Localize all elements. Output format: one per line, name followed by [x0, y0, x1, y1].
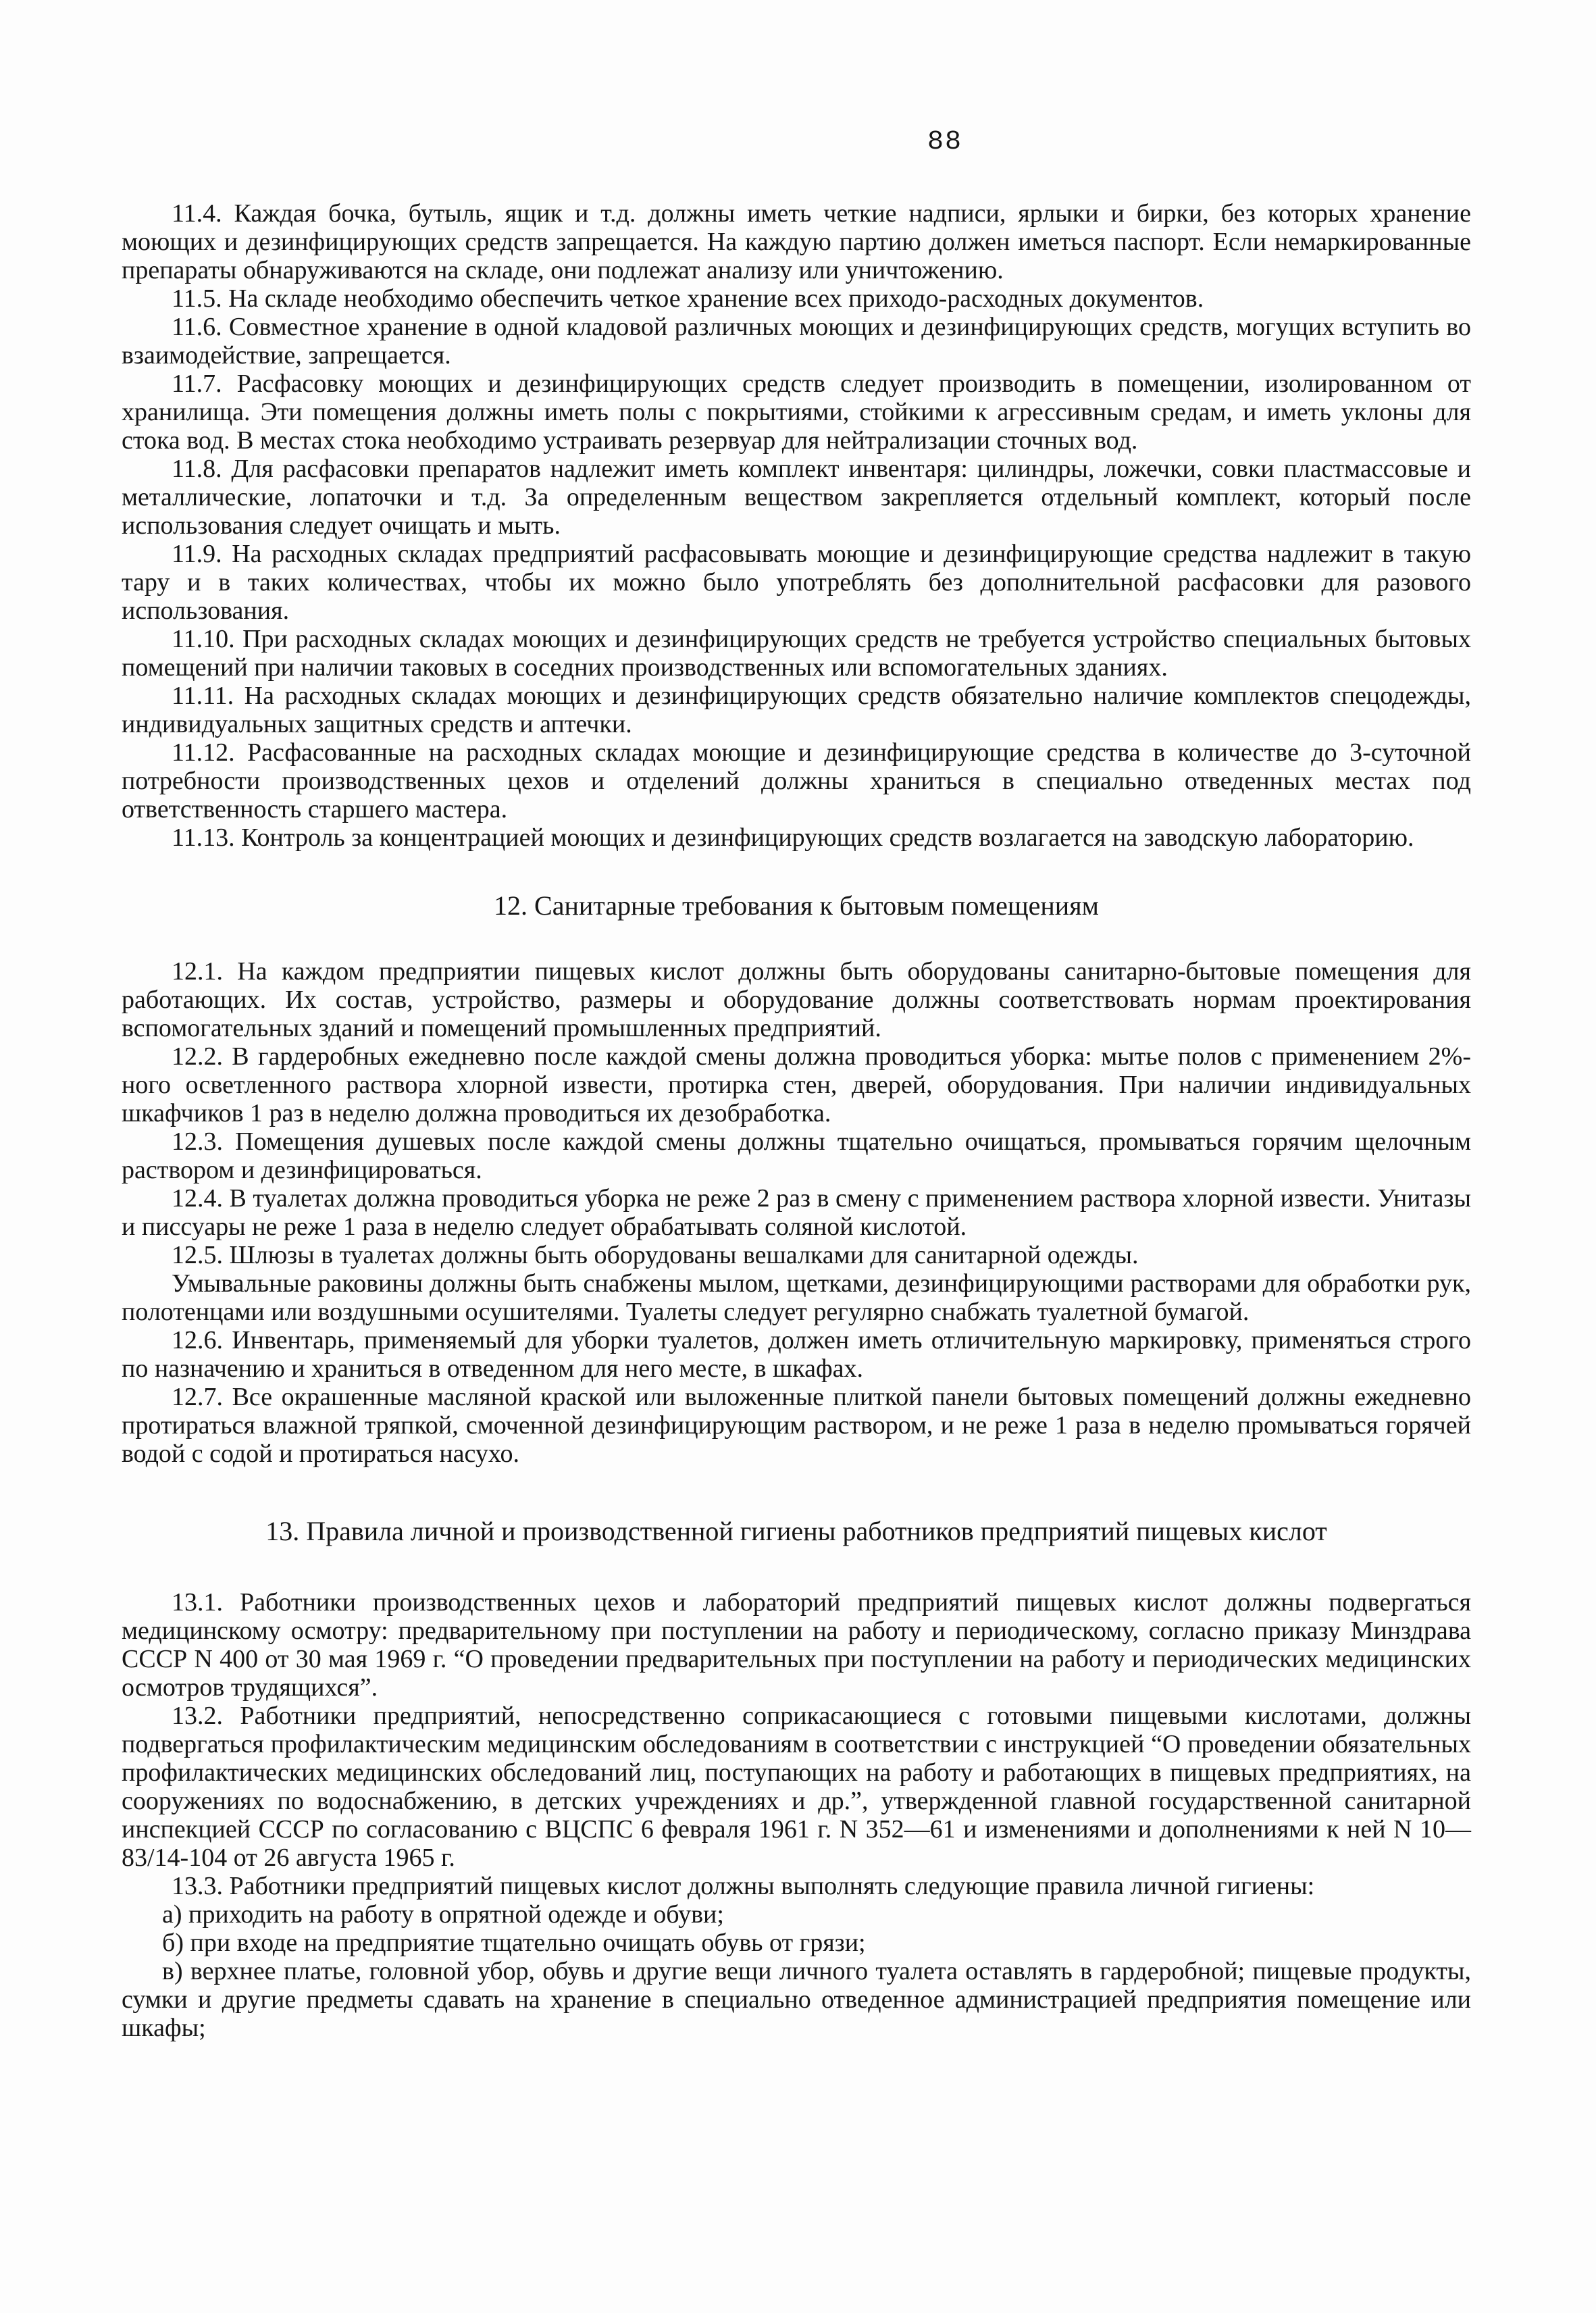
paragraph-11-10: 11.10. При расходных складах моющих и дезинфицирующих средств не требуется устройство специальных бытовых помещений при наличии таковых в соседних производственных или вспомогательных зданиях. — [122, 625, 1471, 682]
paragraph-12-1: 12.1. На каждом предприятии пищевых кислот должны быть оборудованы санитарно-бытовые помещения для работающих. Их состав, устройство, размеры и оборудование должны соответствовать нормам проектирования вспомогательных зданий и помещений промышленных предприятий. — [122, 957, 1471, 1042]
paragraph-12-5-washbasins: Умывальные раковины должны быть снабжены мылом, щетками, дезинфицирующими растворами для обработки рук, полотенцами или воздушными осушителями. Туалеты следует регулярно снабжать туалетной бумагой. — [122, 1269, 1471, 1326]
paragraph-11-11: 11.11. На расходных складах моющих и дезинфицирующих средств обязательно наличие комплектов спецодежды, индивидуальных защитных средств и аптечки. — [122, 682, 1471, 738]
paragraph-11-9: 11.9. На расходных складах предприятий расфасовывать моющие и дезинфицирующие средства надлежит в такую тару и в таких количествах, чтобы их можно было употреблять без дополнительной расфасовки для разового использования. — [122, 540, 1471, 625]
paragraph-12-3: 12.3. Помещения душевых после каждой смены должны тщательно очищаться, промываться горячим щелочным раствором и дезинфицироваться. — [122, 1127, 1471, 1184]
list-item-v: в) верхнее платье, головной убор, обувь и другие вещи личного туалета оставлять в гардеробной; пищевые продукты, сумки и другие предметы сдавать на хранение в специально отведенное администрацией предприятия помещение или шкафы; — [122, 1957, 1471, 2042]
paragraph-11-7: 11.7. Расфасовку моющих и дезинфицирующих средств следует производить в помещении, изолированном от хранилища. Эти помещения должны иметь полы с покрытиями, стойкими к агрессивным средам, и иметь уклоны для стока вод. В местах стока необходимо устраивать резервуар для нейтрализации сточных вод. — [122, 370, 1471, 455]
paragraph-12-2: 12.2. В гардеробных ежедневно после каждой смены должна проводиться уборка: мытье полов с применением 2%-ного осветленного раствора хлорной извести, протирка стен, дверей, оборудования. При наличии индивидуальных шкафчиков 1 раз в неделю должна проводиться их дезобработка. — [122, 1042, 1471, 1127]
paragraph-11-8: 11.8. Для расфасовки препаратов надлежит иметь комплект инвентаря: цилиндры, ложечки, совки пластмассовые и металлические, лопаточки и т.д. За определенным веществом закрепляется отдельный комплект, который после использования следует очищать и мыть. — [122, 455, 1471, 540]
paragraph-12-7: 12.7. Все окрашенные масляной краской или выложенные плиткой панели бытовых помещений должны ежедневно протираться влажной тряпкой, смоченной дезинфицирующим раствором, и не реже 1 раза в неделю промываться горячей водой с содой и протираться насухо. — [122, 1383, 1471, 1468]
section-12-heading: 12. Санитарные требования к бытовым помещениям — [494, 890, 1099, 921]
paragraph-13-2: 13.2. Работники предприятий, непосредственно соприкасающиеся с готовыми пищевыми кислотами, должны подвергаться профилактическим медицинским обследованиям в соответствии с инструкцией “О проведении обязательных профилактических медицинских обследований лиц, поступающих на работу и работающих в пищевых предприятиях, на сооружениях по водоснабжению, в детских учреждениях и др.”, утвержденной главной государственной санитарной инспекцией СССР по согласованию с ВЦСПС 6 февраля 1961 г. N 352—61 и изменениями и дополнениями к ней N 10—83/14-104 от 26 августа 1965 г. — [122, 1702, 1471, 1872]
section-13-heading: 13. Правила личной и производственной гигиены работников предприятий пищевых кислот — [265, 1516, 1327, 1546]
paragraph-11-12: 11.12. Расфасованные на расходных складах моющие и дезинфицирующие средства в количестве до 3-суточной потребности производственных цехов и отделений должны храниться в специально отведенных местах под ответственность старшего мастера. — [122, 738, 1471, 823]
paragraph-11-4: 11.4. Каждая бочка, бутыль, ящик и т.д. должны иметь четкие надписи, ярлыки и бирки, без которых хранение моющих и дезинфицирующих средств запрещается. На каждую партию должен иметься паспорт. Если немаркированные препараты обнаруживаются на складе, они подлежат анализу или уничтожению. — [122, 199, 1471, 284]
list-item-b: б) при входе на предприятие тщательно очищать обувь от грязи; — [162, 1929, 866, 1957]
paragraph-12-5: 12.5. Шлюзы в туалетах должны быть оборудованы вешалками для санитарной одежды. — [172, 1241, 1139, 1269]
paragraph-11-6: 11.6. Совместное хранение в одной кладовой различных моющих и дезинфицирующих средств, могущих вступить во взаимодействие, запрещается. — [122, 313, 1471, 370]
paragraph-12-4: 12.4. В туалетах должна проводиться уборка не реже 2 раз в смену с применением раствора хлорной извести. Унитазы и писсуары не реже 1 раза в неделю следует обрабатывать соляной кислотой. — [122, 1184, 1471, 1241]
paragraph-11-13: 11.13. Контроль за концентрацией моющих и дезинфицирующих средств возлагается на заводскую лабораторию. — [172, 823, 1414, 852]
page-number: 88 — [927, 127, 962, 157]
paragraph-12-6: 12.6. Инвентарь, применяемый для уборки туалетов, должен иметь отличительную маркировку, применяться строго по назначению и храниться в отведенном для него месте, в шкафах. — [122, 1326, 1471, 1383]
paragraph-13-3: 13.3. Работники предприятий пищевых кислот должны выполнять следующие правила личной гигиены: — [172, 1872, 1315, 1900]
paragraph-11-5: 11.5. На складе необходимо обеспечить четкое хранение всех приходо-расходных документов. — [172, 284, 1204, 313]
list-item-a: а) приходить на работу в опрятной одежде и обуви; — [162, 1900, 724, 1929]
paragraph-13-1: 13.1. Работники производственных цехов и лабораторий предприятий пищевых кислот должны подвергаться медицинскому осмотру: предварительному при поступлении на работу и периодическому, согласно приказу Минздрава СССР N 400 от 30 мая 1969 г. “О проведении предварительных при поступлении на работу и периодических медицинских осмотров трудящихся”. — [122, 1588, 1471, 1702]
document-body — [122, 199, 1471, 2042]
